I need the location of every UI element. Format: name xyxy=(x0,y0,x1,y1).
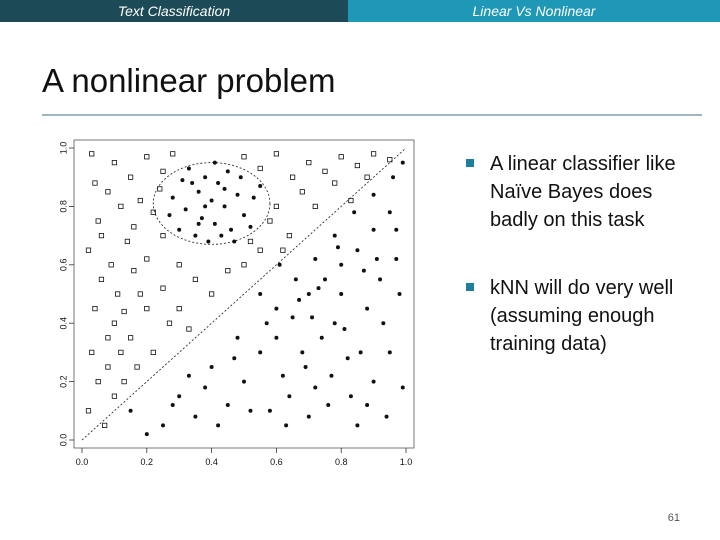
y-tick-label: 0.0 xyxy=(58,433,69,447)
data-point-square xyxy=(177,306,181,310)
data-point-dot xyxy=(310,315,314,319)
data-point-square xyxy=(371,152,375,156)
data-point-square xyxy=(132,225,136,229)
data-point-square xyxy=(93,306,97,310)
square-bullet-icon xyxy=(466,159,474,167)
data-point-dot xyxy=(197,190,201,194)
data-point-dot xyxy=(213,161,217,165)
data-point-dot xyxy=(294,277,298,281)
data-point-square xyxy=(115,292,119,296)
data-point-square xyxy=(161,286,165,290)
data-point-dot xyxy=(190,181,194,185)
data-point-dot xyxy=(236,193,240,197)
data-point-dot xyxy=(317,286,321,290)
square-bullet-icon xyxy=(466,283,474,291)
scatter-plot xyxy=(42,130,422,480)
data-point-dot xyxy=(193,415,197,419)
data-point-square xyxy=(287,233,291,237)
scatter-plot-svg xyxy=(42,130,422,480)
data-point-dot xyxy=(359,350,363,354)
data-point-dot xyxy=(378,277,382,281)
title-divider xyxy=(42,114,702,116)
data-point-square xyxy=(167,321,171,325)
data-point-square xyxy=(248,239,252,243)
data-point-dot xyxy=(401,385,405,389)
data-point-dot xyxy=(355,423,359,427)
data-point-square xyxy=(90,152,94,156)
data-point-square xyxy=(177,263,181,267)
data-point-square xyxy=(125,239,129,243)
data-point-square xyxy=(151,210,155,214)
data-point-dot xyxy=(394,257,398,261)
data-point-dot xyxy=(203,385,207,389)
data-point-square xyxy=(106,365,110,369)
bullet-item-linear xyxy=(466,150,686,234)
data-point-square xyxy=(339,155,343,159)
data-point-dot xyxy=(278,263,282,267)
data-point-dot xyxy=(333,321,337,325)
data-point-dot xyxy=(223,187,227,191)
data-point-dot xyxy=(216,423,220,427)
data-point-square xyxy=(226,268,230,272)
data-point-square xyxy=(119,204,123,208)
cluster-circle xyxy=(153,163,270,245)
data-point-square xyxy=(86,409,90,413)
x-tick-label: 0.0 xyxy=(75,457,89,467)
data-point-square xyxy=(122,309,126,313)
data-point-dot xyxy=(323,277,327,281)
data-point-square xyxy=(90,350,94,354)
data-point-dot xyxy=(326,403,330,407)
data-point-square xyxy=(106,336,110,340)
data-point-square xyxy=(333,181,337,185)
data-point-dot xyxy=(362,269,366,273)
data-point-square xyxy=(300,190,304,194)
bullet-list xyxy=(466,150,686,398)
data-point-dot xyxy=(333,234,337,238)
data-point-dot xyxy=(248,409,252,413)
data-point-dot xyxy=(401,161,405,165)
data-point-dot xyxy=(342,327,346,331)
data-point-dot xyxy=(339,263,343,267)
data-point-dot xyxy=(355,248,359,252)
slide-title: A nonlinear problem xyxy=(42,62,336,99)
data-point-square xyxy=(102,423,106,427)
data-point-dot xyxy=(242,213,246,217)
data-point-dot xyxy=(206,239,210,243)
data-point-square xyxy=(122,379,126,383)
data-point-dot xyxy=(329,374,333,378)
data-point-dot xyxy=(349,394,353,398)
header-bar xyxy=(0,0,720,22)
data-point-dot xyxy=(210,199,214,203)
data-point-dot xyxy=(313,257,317,261)
data-point-dot xyxy=(180,178,184,182)
data-point-dot xyxy=(213,222,217,226)
header-section-title: Text Classification xyxy=(0,0,348,22)
data-point-dot xyxy=(304,365,308,369)
data-point-square xyxy=(93,181,97,185)
data-point-dot xyxy=(385,415,389,419)
y-tick-label: 0.8 xyxy=(58,200,69,213)
data-point-dot xyxy=(388,350,392,354)
bullet-text: A linear classifier like Naïve Bayes does badly on this task xyxy=(490,153,676,231)
data-point-square xyxy=(96,379,100,383)
data-point-square xyxy=(313,204,317,208)
data-point-square xyxy=(112,321,116,325)
data-point-dot xyxy=(372,193,376,197)
data-point-dot xyxy=(372,228,376,232)
data-point-dot xyxy=(171,196,175,200)
data-point-dot xyxy=(229,228,233,232)
data-point-dot xyxy=(216,181,220,185)
data-point-dot xyxy=(226,169,230,173)
boundary-line xyxy=(82,148,406,440)
x-tick-label: 1.0 xyxy=(399,457,413,467)
data-point-square xyxy=(99,233,103,237)
data-point-dot xyxy=(187,166,191,170)
data-point-square xyxy=(128,336,132,340)
data-point-square xyxy=(106,190,110,194)
data-point-square xyxy=(145,306,149,310)
data-point-square xyxy=(138,198,142,202)
x-tick-label: 0.2 xyxy=(140,457,154,467)
data-point-square xyxy=(268,219,272,223)
data-point-dot xyxy=(258,184,262,188)
page-number: 61 xyxy=(667,512,680,524)
data-point-square xyxy=(138,292,142,296)
data-point-dot xyxy=(281,374,285,378)
data-point-dot xyxy=(346,356,350,360)
data-point-dot xyxy=(352,210,356,214)
data-point-dot xyxy=(203,204,207,208)
data-point-square xyxy=(171,152,175,156)
data-point-dot xyxy=(248,225,252,229)
data-point-dot xyxy=(394,228,398,232)
data-point-square xyxy=(349,198,353,202)
data-point-square xyxy=(161,233,165,237)
data-point-dot xyxy=(274,307,278,311)
data-point-dot xyxy=(372,380,376,384)
data-point-dot xyxy=(300,350,304,354)
data-point-dot xyxy=(210,365,214,369)
y-tick-label: 0.4 xyxy=(58,316,69,330)
data-point-square xyxy=(274,204,278,208)
data-point-dot xyxy=(336,245,340,249)
data-point-dot xyxy=(203,175,207,179)
data-point-dot xyxy=(388,210,392,214)
data-point-dot xyxy=(398,292,402,296)
data-point-dot xyxy=(307,292,311,296)
data-point-square xyxy=(96,219,100,223)
data-point-dot xyxy=(226,403,230,407)
data-point-square xyxy=(86,248,90,252)
data-point-dot xyxy=(320,336,324,340)
data-point-square xyxy=(128,175,132,179)
data-point-dot xyxy=(258,350,262,354)
data-point-dot xyxy=(223,204,227,208)
header-topic-title: Linear Vs Nonlinear xyxy=(348,0,720,22)
data-point-dot xyxy=(145,432,149,436)
x-tick-label: 0.8 xyxy=(334,457,348,467)
data-point-dot xyxy=(187,374,191,378)
data-point-square xyxy=(242,263,246,267)
data-point-dot xyxy=(197,222,201,226)
data-point-dot xyxy=(200,216,204,220)
data-point-dot xyxy=(365,307,369,311)
data-point-square xyxy=(161,169,165,173)
data-point-dot xyxy=(307,415,311,419)
data-point-dot xyxy=(268,409,272,413)
data-point-dot xyxy=(171,403,175,407)
data-point-square xyxy=(323,169,327,173)
bullet-text: kNN will do very well (assuming enough training data) xyxy=(490,277,674,355)
data-point-dot xyxy=(375,257,379,261)
data-point-dot xyxy=(252,196,256,200)
x-tick-label: 0.4 xyxy=(205,457,218,467)
data-point-dot xyxy=(177,228,181,232)
data-point-square xyxy=(135,365,139,369)
data-point-square xyxy=(99,277,103,281)
data-point-dot xyxy=(284,423,288,427)
data-point-square xyxy=(119,350,123,354)
data-point-dot xyxy=(239,175,243,179)
data-point-dot xyxy=(193,234,197,238)
data-point-dot xyxy=(391,175,395,179)
data-point-dot xyxy=(365,403,369,407)
data-point-square xyxy=(290,175,294,179)
data-point-square xyxy=(274,152,278,156)
data-point-square xyxy=(355,163,359,167)
data-point-dot xyxy=(129,409,133,413)
data-point-square xyxy=(112,160,116,164)
data-point-square xyxy=(258,248,262,252)
data-point-dot xyxy=(274,336,278,340)
data-point-dot xyxy=(167,213,171,217)
data-point-square xyxy=(281,248,285,252)
data-point-dot xyxy=(339,292,343,296)
bullet-item-knn xyxy=(466,274,686,358)
data-point-dot xyxy=(297,298,301,302)
data-point-square xyxy=(307,160,311,164)
y-tick-label: 1.0 xyxy=(58,141,69,155)
data-point-square xyxy=(109,263,113,267)
data-point-square xyxy=(145,155,149,159)
data-point-square xyxy=(242,155,246,159)
data-point-dot xyxy=(232,356,236,360)
data-point-square xyxy=(151,350,155,354)
data-point-dot xyxy=(184,207,188,211)
data-point-square xyxy=(258,166,262,170)
data-point-dot xyxy=(232,239,236,243)
data-point-dot xyxy=(258,292,262,296)
data-point-dot xyxy=(161,423,165,427)
data-point-square xyxy=(365,175,369,179)
y-tick-label: 0.6 xyxy=(58,258,69,272)
data-point-dot xyxy=(219,234,223,238)
data-point-square xyxy=(112,394,116,398)
data-point-dot xyxy=(291,315,295,319)
data-point-dot xyxy=(287,394,291,398)
data-point-dot xyxy=(265,321,269,325)
data-point-dot xyxy=(242,380,246,384)
data-point-dot xyxy=(177,394,181,398)
y-tick-label: 0.2 xyxy=(58,375,69,388)
x-tick-label: 0.6 xyxy=(270,457,283,467)
data-point-square xyxy=(132,268,136,272)
data-point-square xyxy=(209,292,213,296)
data-point-dot xyxy=(313,385,317,389)
data-point-square xyxy=(145,257,149,261)
data-point-square xyxy=(193,277,197,281)
data-point-dot xyxy=(236,336,240,340)
data-point-square xyxy=(187,327,191,331)
data-point-dot xyxy=(381,321,385,325)
